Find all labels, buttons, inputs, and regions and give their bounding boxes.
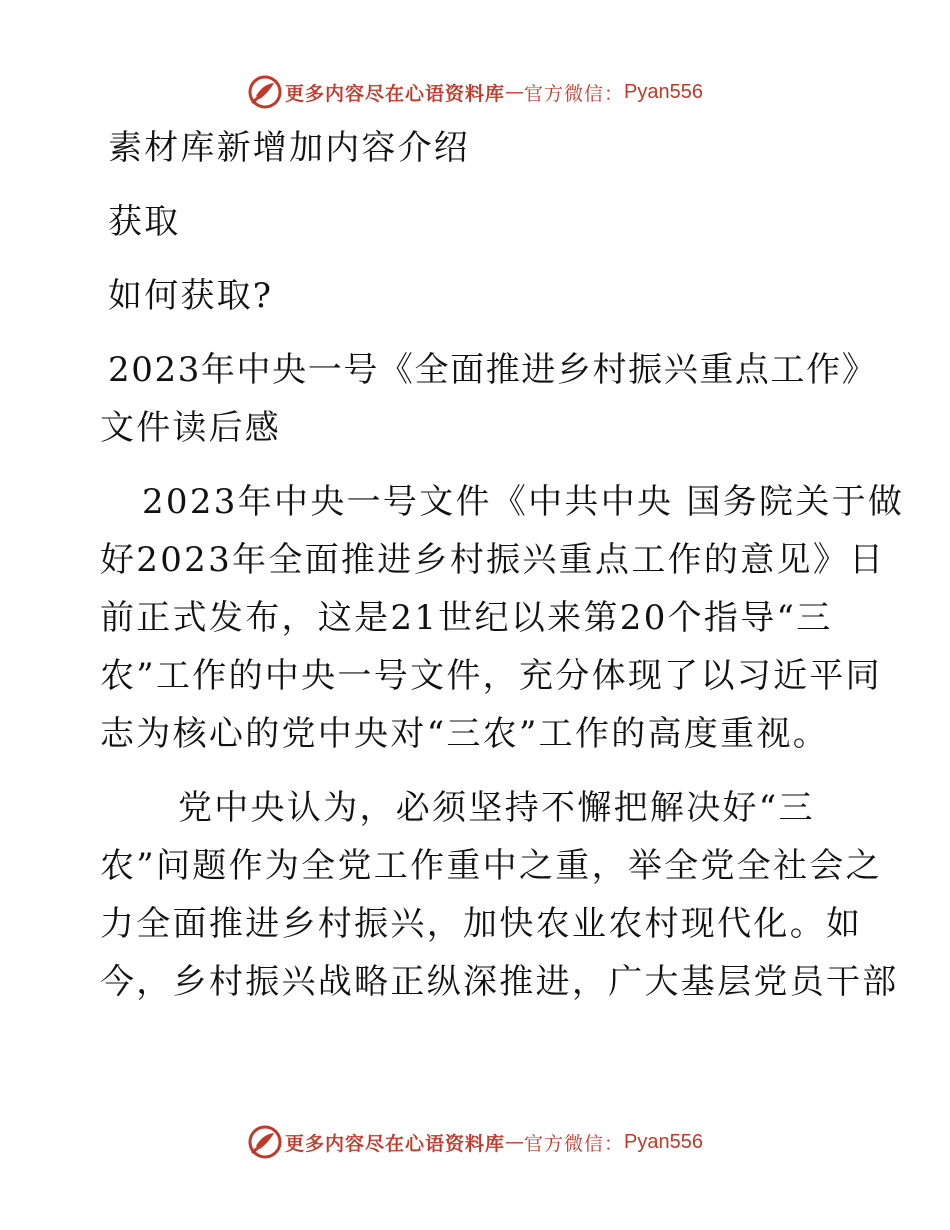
heading-how-to-obtain: 如何获取? [108, 276, 274, 316]
watermark-dash: — [505, 1131, 525, 1153]
paragraph-1-line-5: 志为核心的党中央对“三农”工作的高度重视。 [100, 714, 830, 754]
watermark-id: Pyan556 [624, 1130, 703, 1153]
watermark-brand: 更多内容尽在心语资料库 [285, 82, 506, 105]
watermark-dash: — [505, 81, 525, 103]
brush-pen-seal-icon [247, 1124, 283, 1160]
heading-obtain: 获取 [108, 202, 181, 242]
paragraph-1-line-1: 2023年中央一号文件《中共中央 国务院关于做 [142, 482, 905, 522]
paragraph-1-line-4: 农”工作的中央一号文件，充分体现了以习近平同 [100, 656, 882, 696]
watermark-id: Pyan556 [624, 80, 703, 103]
heading-material-library: 素材库新增加内容介绍 [108, 128, 470, 168]
watermark-brand: 更多内容尽在心语资料库 [285, 1132, 506, 1155]
watermark-official: 官方微信： [524, 1132, 625, 1155]
paragraph-2-line-1: 党中央认为，必须坚持不懈把解决好“三 [178, 788, 815, 828]
paragraph-2-line-4: 今，乡村振兴战略正纵深推进，广大基层党员干部 [100, 962, 899, 1002]
paragraph-1-line-2: 好2023年全面推进乡村振兴重点工作的意见》日 [100, 540, 886, 580]
paragraph-2-line-3: 力全面推进乡村振兴，加快农业农村现代化。如 [100, 904, 863, 944]
article-title-line-2: 文件读后感 [100, 408, 281, 448]
watermark-footer [0, 1124, 950, 1160]
paragraph-1-line-3: 前正式发布，这是21世纪以来第20个指导“三 [100, 598, 833, 638]
article-title-line-1: 2023年中央一号《全面推进乡村振兴重点工作》 [108, 350, 878, 390]
paragraph-2-line-2: 农”问题作为全党工作重中之重，举全党全社会之 [100, 846, 882, 886]
watermark-official: 官方微信： [524, 82, 625, 105]
